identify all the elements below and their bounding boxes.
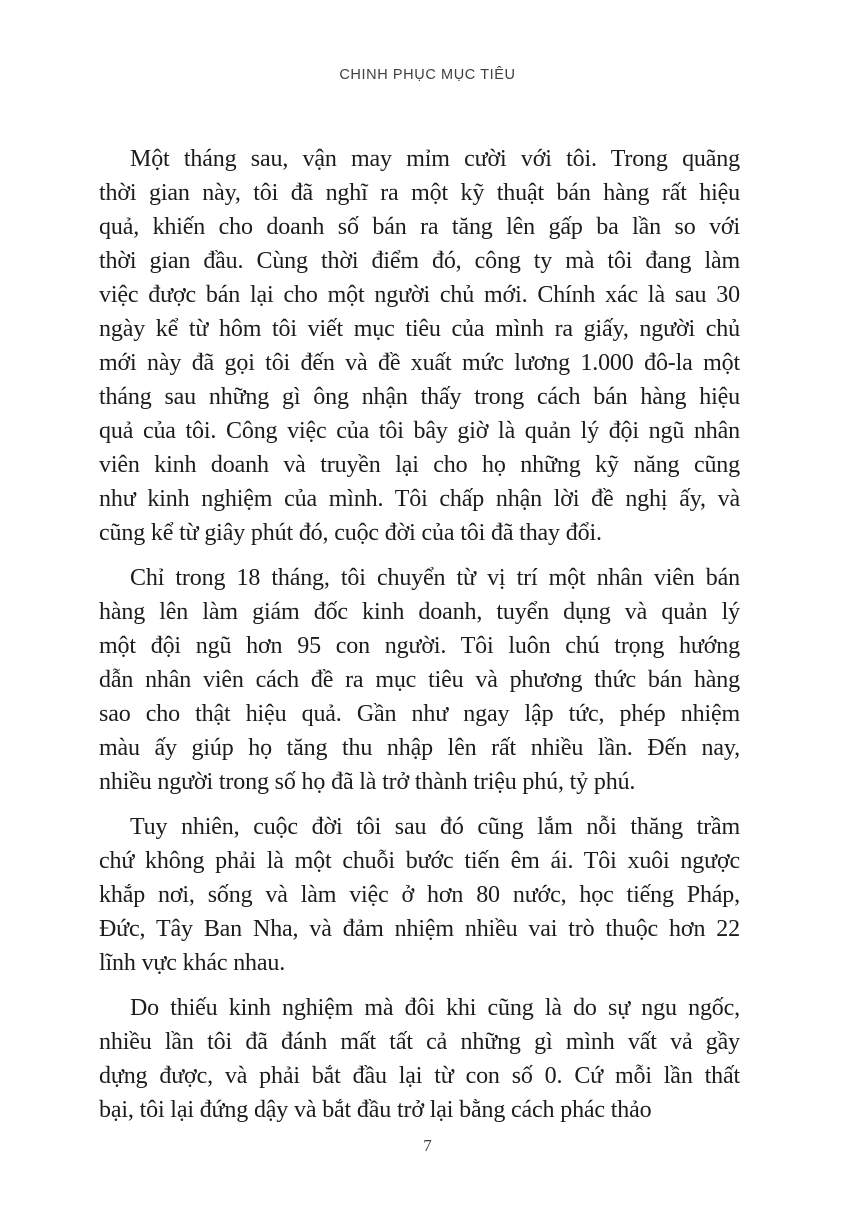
running-head: CHINH PHỤC MỤC TIÊU [339, 67, 516, 83]
text-line: dẫn nhân viên cách đề ra mục tiêu và phương thức bán hàng [99, 667, 740, 693]
text-line: như kinh nghiệm của mình. Tôi chấp nhận lời đề nghị ấy, và [99, 486, 740, 512]
text-line: thời gian này, tôi đã nghĩ ra một kỹ thuật bán hàng rất hiệu [99, 180, 740, 206]
text-line: một đội ngũ hơn 95 con người. Tôi luôn chú trọng hướng [99, 633, 740, 659]
page-number: 7 [423, 1136, 432, 1155]
text-line: viên kinh doanh và truyền lại cho họ những kỹ năng cũng [99, 452, 740, 478]
paragraph [99, 142, 740, 550]
text-line: tháng sau những gì ông nhận thấy trong cách bán hàng hiệu [99, 384, 740, 410]
text-line: Chỉ trong 18 tháng, tôi chuyển từ vị trí một nhân viên bán [130, 565, 740, 591]
text-line: lĩnh vực khác nhau. [99, 950, 286, 976]
text-line: nhiều lần tôi đã đánh mất tất cả những gì mình vất vả gầy [99, 1029, 740, 1055]
body-text [99, 142, 740, 1138]
text-line: màu ấy giúp họ tăng thu nhập lên rất nhiều lần. Đến nay, [99, 735, 740, 761]
text-line: ngày kể từ hôm tôi viết mục tiêu của mình ra giấy, người chủ [99, 316, 740, 342]
text-line: mới này đã gọi tôi đến và đề xuất mức lương 1.000 đô-la một [99, 350, 740, 376]
text-line: thời gian đầu. Cùng thời điểm đó, công ty mà tôi đang làm [99, 248, 740, 274]
text-line: Đức, Tây Ban Nha, và đảm nhiệm nhiều vai trò thuộc hơn 22 [99, 916, 740, 942]
text-line: Do thiếu kinh nghiệm mà đôi khi cũng là do sự ngu ngốc, [130, 995, 740, 1021]
text-line: hàng lên làm giám đốc kinh doanh, tuyển dụng và quản lý [99, 599, 740, 625]
text-line: Một tháng sau, vận may mỉm cười với tôi. Trong quãng [130, 146, 740, 172]
text-line: việc được bán lại cho một người chủ mới. Chính xác là sau 30 [99, 282, 740, 308]
text-line: khắp nơi, sống và làm việc ở hơn 80 nước, học tiếng Pháp, [99, 882, 740, 908]
text-line: dựng được, và phải bắt đầu lại từ con số 0. Cứ mỗi lần thất [99, 1063, 740, 1089]
text-line: Tuy nhiên, cuộc đời tôi sau đó cũng lắm nỗi thăng trầm [130, 814, 740, 840]
text-line: cũng kể từ giây phút đó, cuộc đời của tôi đã thay đổi. [99, 520, 602, 546]
text-line: quả của tôi. Công việc của tôi bây giờ là quản lý đội ngũ nhân [99, 418, 740, 444]
paragraph [99, 991, 740, 1127]
text-line: quả, khiến cho doanh số bán ra tăng lên gấp ba lần so với [99, 214, 740, 240]
paragraph [99, 810, 740, 980]
text-line: bại, tôi lại đứng dậy và bắt đầu trở lại bằng cách phác thảo [99, 1097, 652, 1123]
text-line: sao cho thật hiệu quả. Gần như ngay lập tức, phép nhiệm [99, 701, 740, 727]
text-line: nhiều người trong số họ đã là trở thành triệu phú, tỷ phú. [99, 769, 636, 795]
paragraph [99, 561, 740, 799]
text-line: chứ không phải là một chuỗi bước tiến êm ái. Tôi xuôi ngược [99, 848, 740, 874]
